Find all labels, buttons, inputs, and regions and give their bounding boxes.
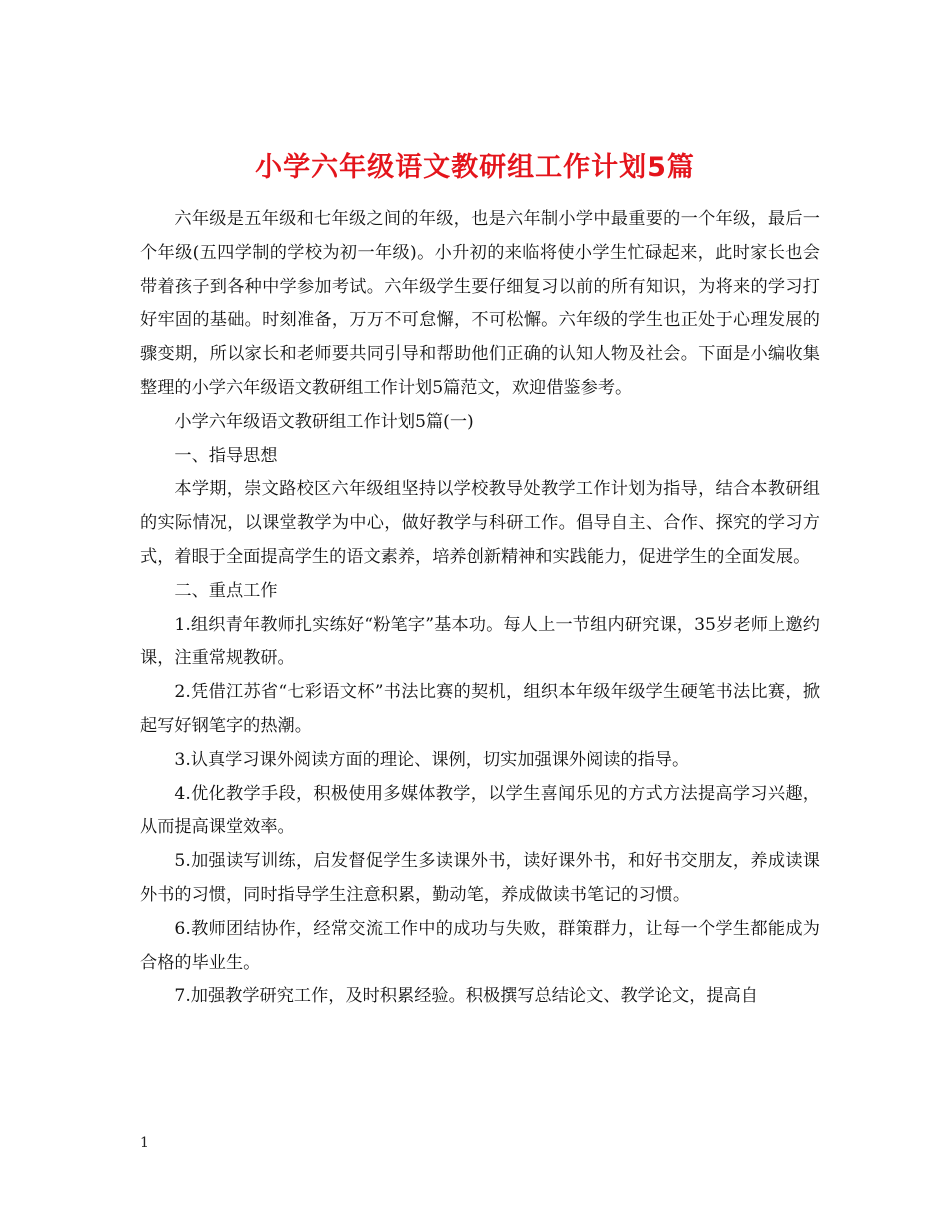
page-number: 1 xyxy=(140,1135,149,1151)
document-body xyxy=(140,203,820,1014)
list-item-2: 2.凭借江苏省“七彩语文杯”书法比赛的契机，组织本年级年级学生硬笔书法比赛，掀起写好钢笔字的热潮。 xyxy=(140,682,820,736)
document-title: 小学六年级语文教研组工作计划5篇 xyxy=(255,152,695,184)
list-item-4: 4.优化教学手段，积极使用多媒体教学，以学生喜闻乐见的方式方法提高学习兴趣，从而提高课堂效率。 xyxy=(140,783,820,838)
list-item-1: 1.组织青年教师扎实练好“粉笔字”基本功。每人上一节组内研究课，35岁老师上邀约课，注重常规教研。 xyxy=(140,614,820,669)
paragraph-intro: 六年级是五年级和七年级之间的年级，也是六年制小学中最重要的一个年级，最后一个年级(五四学制的学校为初一年级)。小升初的来临将使小学生忙碌起来，此时家长也会带着孩子到各种中学参加考试。六年级学生要仔细复习以前的所有知识，为将来的学习打好牢固的基础。时刻准备，万万不可怠懈，不可松懈。六年级的学生也正处于心理发展的骤变期，所以家长和老师要共同引导和帮助他们正确的认知人物及社会。下面是小编收集整理的小学六年级语文教研组工作计划5篇范文，欢迎借鉴参考。 xyxy=(140,209,820,398)
list-item-6: 6.教师团结协作，经常交流工作中的成功与失败，群策群力，让每一个学生都能成为合格的毕业生。 xyxy=(140,918,820,973)
paragraph-section-title: 小学六年级语文教研组工作计划5篇(一) xyxy=(174,411,474,432)
list-item-5: 5.加强读写训练，启发督促学生多读课外书，读好课外书，和好书交朋友，养成读课外书的习惯，同时指导学生注意积累，勤动笔，养成做读书笔记的习惯。 xyxy=(140,851,820,905)
list-item-7: 7.加强教学研究工作，及时积累经验。积极撰写总结论文、教学论文，提高自 xyxy=(174,986,758,1007)
list-item-3: 3.认真学习课外阅读方面的理论、课例，切实加强课外阅读的指导。 xyxy=(174,749,690,770)
heading-guiding-idea: 一、指导思想 xyxy=(174,445,278,466)
paragraph-guiding-idea: 本学期，崇文路校区六年级组坚持以学校教导处教学工作计划为指导，结合本教研组的实际情况，以课堂教学为中心，做好教学与科研工作。倡导自主、合作、探究的学习方式，着眼于全面提高学生的语文素养，培养创新精神和实践能力，促进学生的全面发展。 xyxy=(140,479,820,567)
heading-key-work: 二、重点工作 xyxy=(174,580,278,601)
